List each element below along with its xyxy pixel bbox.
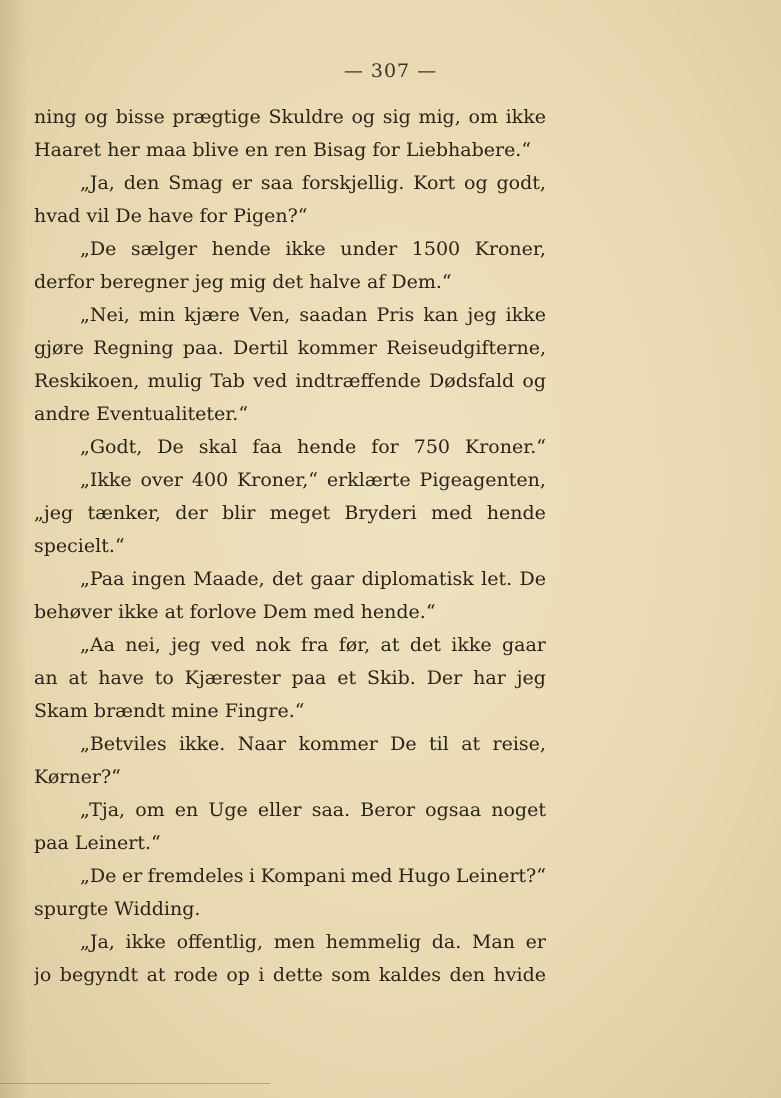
text-line: Kørner?“ (34, 766, 121, 788)
text-line: Haaret her maa blive en ren Bisag for Liebhabere.“ (34, 139, 532, 161)
text-line: spurgte Widding. (34, 898, 201, 920)
page-number: — 307 — (343, 60, 438, 82)
text-line: „Aa nei, jeg ved nok fra før, at det ikke gaar (80, 634, 546, 656)
text-line: derfor beregner jeg mig det halve af Dem.“ (34, 271, 452, 293)
text-line: gjøre Regning paa. Dertil kommer Reiseudgifterne, (34, 337, 546, 359)
text-line: „Betviles ikke. Naar kommer De til at reise, (80, 733, 546, 755)
text-line: „Tja, om en Uge eller saa. Beror ogsaa noget (80, 799, 546, 821)
text-line: „Ja, ikke offentlig, men hemmelig da. Man er (80, 931, 546, 953)
text-line: „Ikke over 400 Kroner,“ erklærte Pigeagenten, (80, 469, 546, 491)
text-line: paa Leinert.“ (34, 832, 161, 854)
body-text (34, 101, 546, 992)
text-line: jo begyndt at rode op i dette som kaldes den hvide (34, 964, 546, 986)
text-line: Skam brændt mine Fingre.“ (34, 700, 305, 722)
text-line: „De er fremdeles i Kompani med Hugo Leinert?“ (80, 865, 546, 887)
text-line: „Paa ingen Maade, det gaar diplomatisk let. De (80, 568, 546, 590)
text-line: hvad vil De have for Pigen?“ (34, 205, 308, 227)
text-line: „Godt, De skal faa hende for 750 Kroner.“ (80, 436, 546, 458)
text-line: behøver ikke at forlove Dem med hende.“ (34, 601, 436, 623)
text-line: an at have to Kjærester paa et Skib. Der har jeg (34, 667, 546, 689)
text-line: „Ja, den Smag er saa forskjellig. Kort og godt, (80, 172, 546, 194)
text-line: „Nei, min kjære Ven, saadan Pris kan jeg ikke (80, 304, 546, 326)
bottom-edge-line (0, 1083, 270, 1084)
text-line: andre Eventualiteter.“ (34, 403, 249, 425)
text-line: Reskikoen, mulig Tab ved indtræffende Dødsfald og (34, 370, 546, 392)
text-line: „jeg tænker, der blir meget Bryderi med hende (34, 502, 546, 524)
page-edge-shadow (0, 0, 28, 1098)
text-line: specielt.“ (34, 535, 125, 557)
text-line: „De sælger hende ikke under 1500 Kroner, (80, 238, 546, 260)
text-line: ning og bisse prægtige Skuldre og sig mig, om ikke (34, 106, 546, 128)
